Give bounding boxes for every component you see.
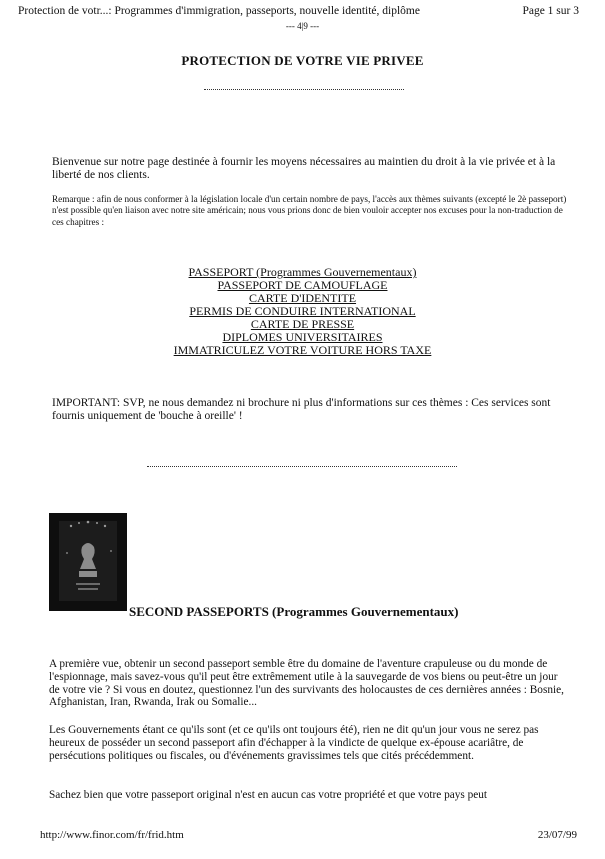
footer-url: http://www.finor.com/fr/frid.htm	[40, 829, 184, 841]
link-carte-presse[interactable]: CARTE DE PRESSE	[250, 317, 355, 331]
paragraph: Les Gouvernements étant ce qu'ils sont (et ce qu'ils ont toujours été), rien ne dit qu'un jour vous ne serez pas heureux de posséder un second passeport afin d'échapper à la vindicte de quelque ex-épouse acariâtre, de persécutions politiques ou fiscales, ou d'événements gravissimes tels que cités précédemment.	[49, 724, 539, 762]
link-immatriculation[interactable]: IMMATRICULEZ VOTRE VOITURE HORS TAXE	[173, 343, 432, 357]
link-carte-identite[interactable]: CARTE D'IDENTITE	[248, 291, 357, 305]
page-mark: --- 4|9 ---	[285, 21, 320, 31]
page-title: PROTECTION DE VOTRE VIE PRIVEE	[181, 53, 424, 68]
remark-text: Remarque : afin de nous conformer à la législation locale d'un certain nombre de pays, l'accès aux thèmes suivants (excepté le 2è passeport) n'est possible qu'en liaison avec notre site américain; nous vous prions donc de bien vouloir accepter nos excuses pour la non-traduction de ces chapitres :	[52, 194, 567, 227]
divider	[204, 89, 404, 90]
paragraph: A première vue, obtenir un second passeport semble être du domaine de l'aventure crapuleuse ou du monde de l'espionnage, mais savez-vous qu'il peut être extrêmement utile à la sauvegarde de vos biens ou peut-être un jour de votre vie ? Si vous en doutez, questionnez l'un des survivants des holocaustes de ces dernières années : Bosnie, Afghanistan, Iran, Rwanda, Irak ou Somalie...	[49, 658, 564, 709]
topic-links	[0, 266, 605, 357]
link-diplomes[interactable]: DIPLOMES UNIVERSITAIRES	[222, 330, 383, 344]
passport-image	[49, 513, 127, 611]
paragraph: Sachez bien que votre passeport original n'est en aucun cas votre propriété et que votre pays peut	[49, 789, 488, 801]
page-number: Page 1 sur 3	[522, 5, 579, 17]
passport-icon	[49, 513, 127, 611]
link-passeport-camouflage[interactable]: PASSEPORT DE CAMOUFLAGE	[217, 278, 388, 292]
link-permis-conduire[interactable]: PERMIS DE CONDUIRE INTERNATIONAL	[189, 304, 416, 318]
section-title: SECOND PASSEPORTS (Programmes Gouvernementaux)	[129, 604, 459, 619]
footer-date: 23/07/99	[537, 829, 577, 841]
link-passeport[interactable]: PASSEPORT (Programmes Gouvernementaux)	[188, 265, 417, 279]
intro-text: Bienvenue sur notre page destinée à fournir les moyens nécessaires au maintien du droit à la vie privée et à la liberté de nos clients.	[52, 156, 556, 181]
important-notice: IMPORTANT: SVP, ne nous demandez ni brochure ni plus d'informations sur ces thèmes : Ces services sont fournis uniquement de 'bouche à oreille' !	[52, 397, 551, 422]
divider	[147, 466, 457, 467]
header-title: Protection de votr...: Programmes d'immigration, passeports, nouvelle identité, diplôme	[18, 5, 420, 17]
